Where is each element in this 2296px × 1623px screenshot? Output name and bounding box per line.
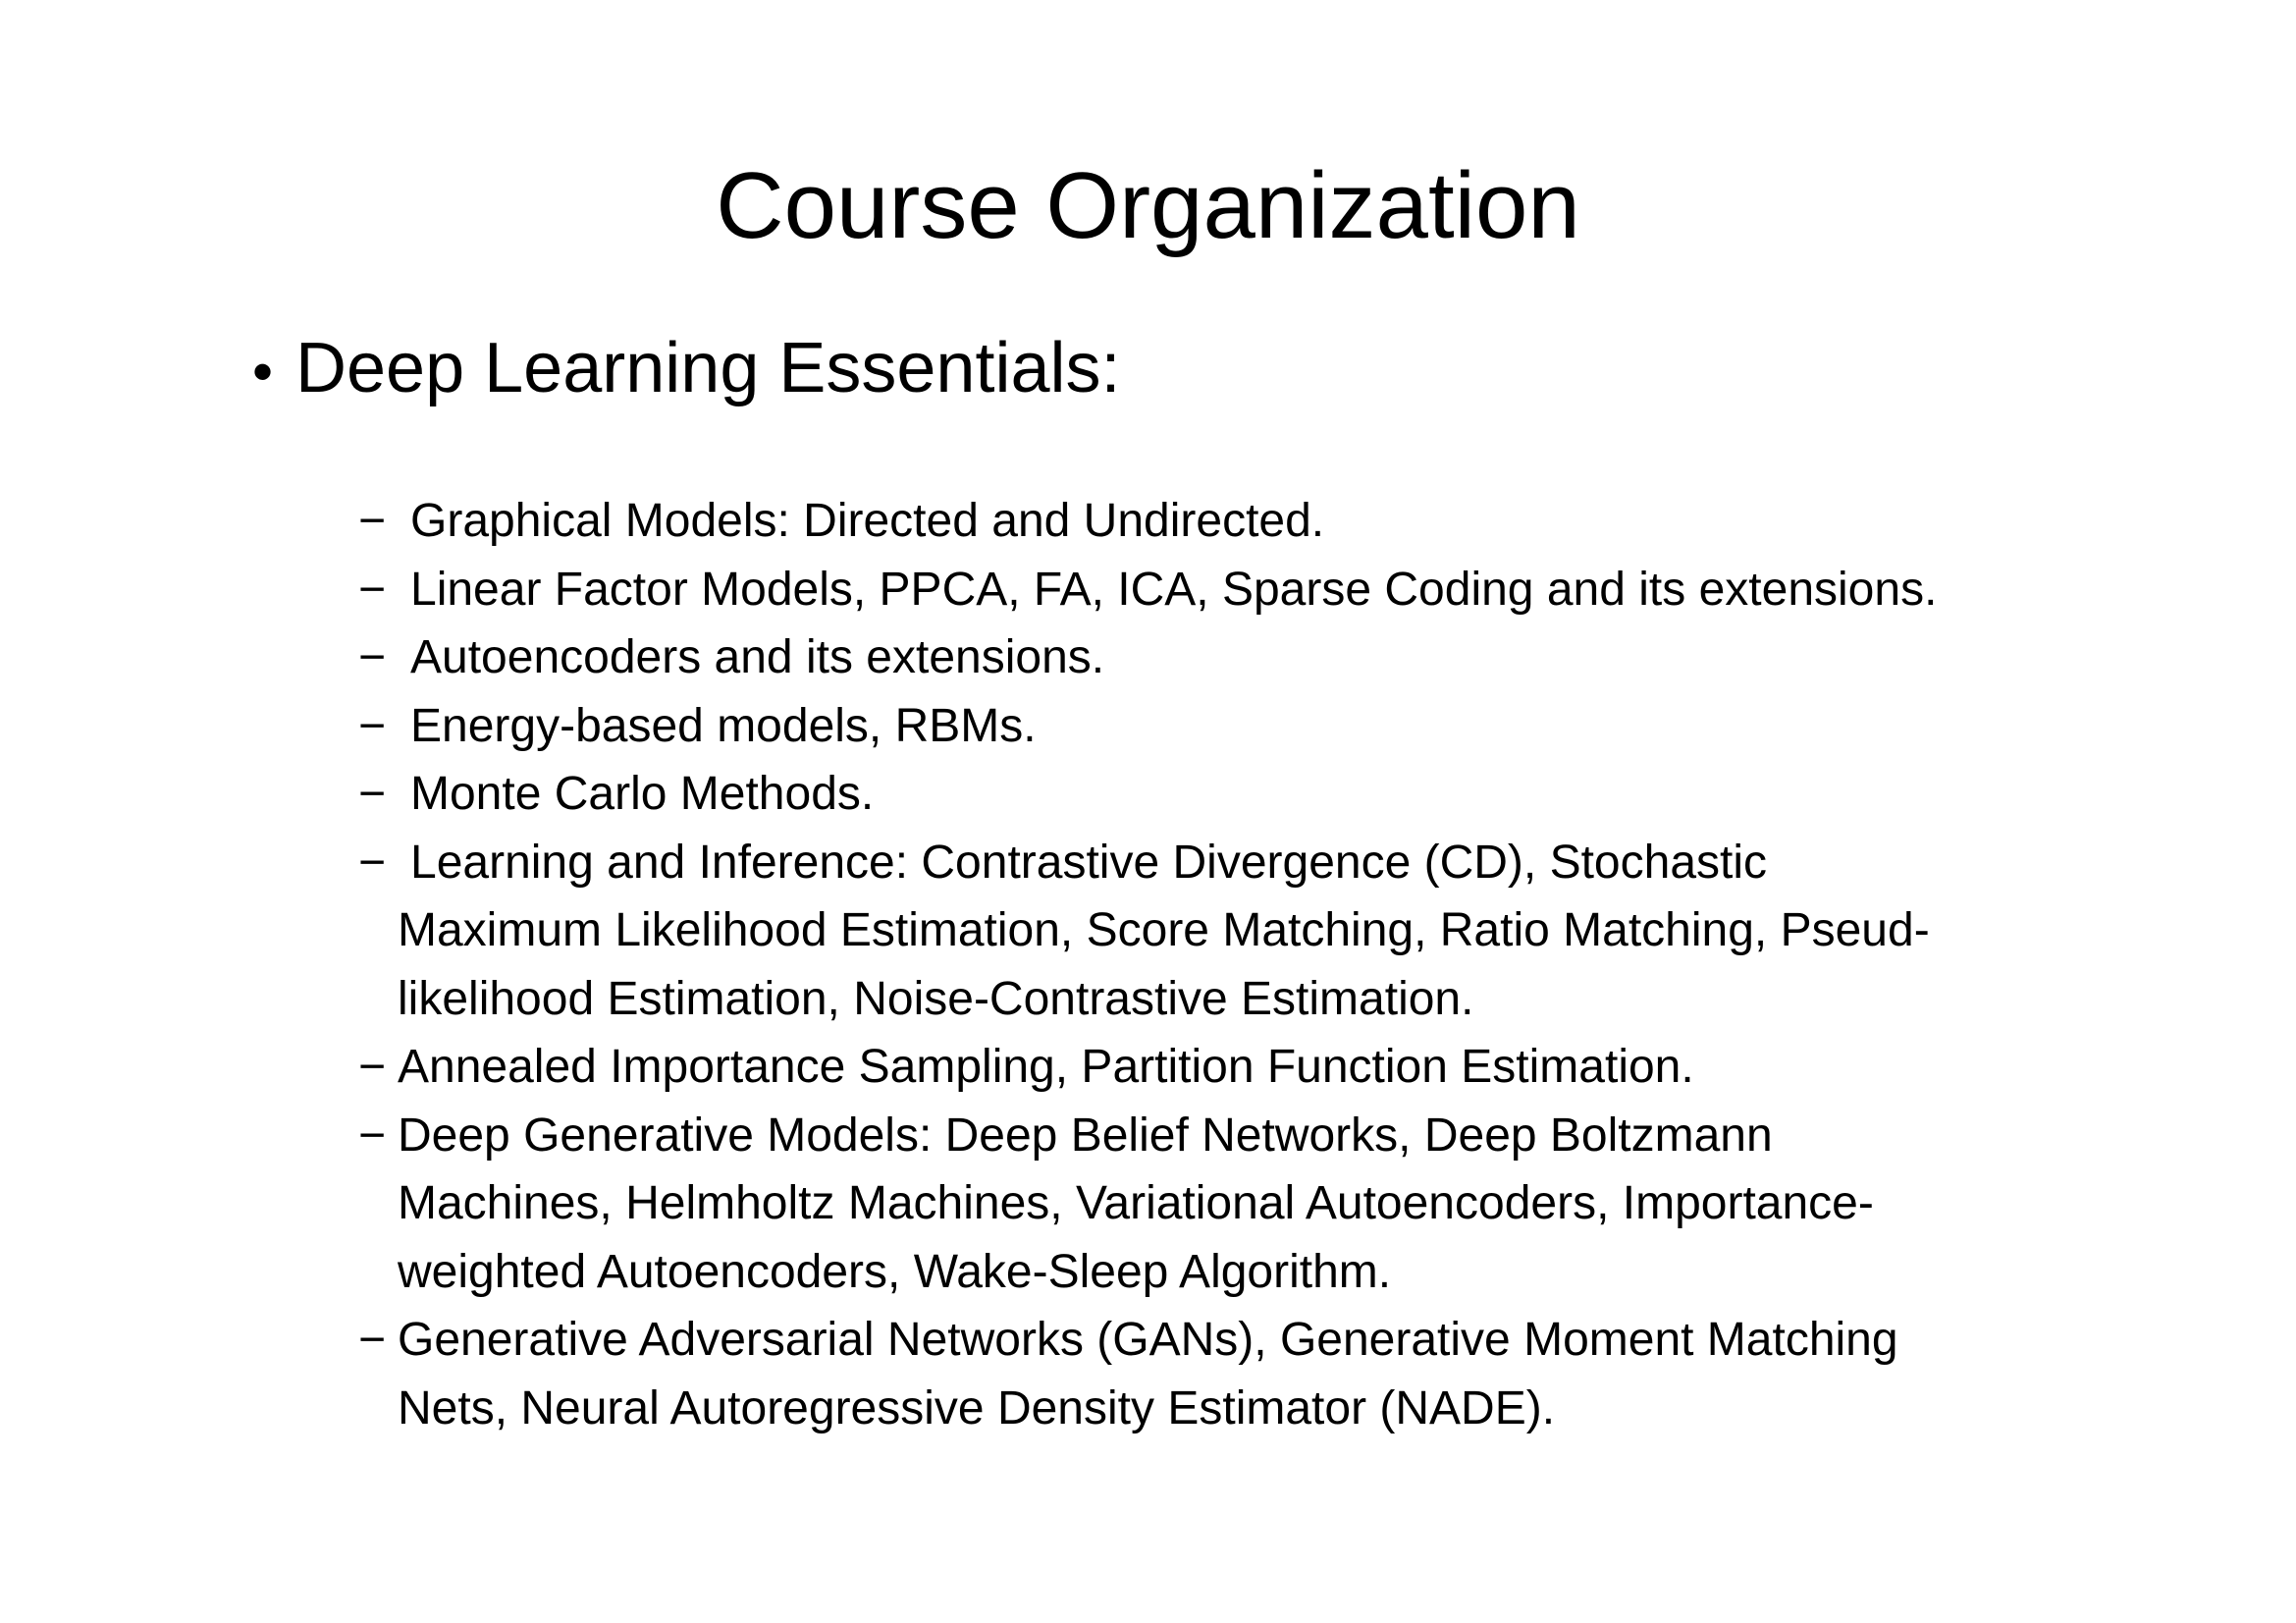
topic-text (398, 1041, 1694, 1093)
topic-text-line: Machines, Helmholtz Machines, Variational Autoencoders, Importance- (398, 1177, 1874, 1229)
topic-text (398, 556, 1937, 624)
dash-bullet-icon: − (358, 631, 387, 683)
topic-text (398, 829, 1930, 1034)
dash-bullet-icon: − (358, 1109, 387, 1162)
topic-list-item (358, 487, 2145, 556)
bullet-dot-icon: • (252, 339, 274, 405)
topic-list-item (358, 760, 2145, 829)
topic-text (398, 1314, 2145, 1442)
topic-list-item (358, 1033, 2145, 1102)
topic-text (398, 487, 1324, 556)
topic-text-line: Maximum Likelihood Estimation, Score Matching, Ratio Matching, Pseud- (398, 904, 1930, 956)
topic-text-line: Linear Factor Models, PPCA, FA, ICA, Sparse Coding and its extensions. (410, 563, 1938, 616)
topic-text-line: Nets, Neural Autoregressive Density Estimator (NADE). (398, 1381, 1556, 1434)
dash-bullet-icon: − (358, 1041, 387, 1093)
topic-list-item (358, 829, 2145, 1034)
topic-text-line: Monte Carlo Methods. (410, 768, 875, 820)
dash-bullet-icon: − (358, 1314, 387, 1366)
topic-text-line: Autoencoders and its extensions. (410, 631, 1105, 683)
bullet-label: Deep Learning Essentials: (295, 329, 1121, 407)
dash-bullet-icon: − (358, 563, 387, 616)
slide-title: Course Organization (716, 153, 1580, 258)
topic-list (358, 487, 2145, 1442)
topic-list-item (358, 1306, 2145, 1442)
topic-text-line: Generative Adversarial Networks (GANs), Generative Moment Matching (398, 1314, 1898, 1366)
topic-text (398, 760, 874, 829)
bullet-deep-learning-essentials (252, 324, 1121, 416)
topic-text-line: weighted Autoencoders, Wake-Sleep Algorithm. (398, 1245, 1392, 1298)
topic-text (398, 1109, 2145, 1307)
dash-bullet-icon: − (358, 699, 387, 752)
topic-text-line: Annealed Importance Sampling, Partition Function Estimation. (398, 1041, 1694, 1093)
topic-list-item (358, 1102, 2145, 1307)
topic-text-line: Energy-based models, RBMs. (410, 699, 1037, 752)
topic-list-item (358, 692, 2145, 761)
topic-text-line: likelihood Estimation, Noise-Contrastive Estimation. (398, 972, 1474, 1025)
dash-bullet-icon: − (358, 495, 387, 547)
dash-bullet-icon: − (358, 836, 387, 889)
topic-text-line: Deep Generative Models: Deep Belief Networks, Deep Boltzmann (398, 1109, 1773, 1162)
topic-list-item (358, 623, 2145, 692)
topic-text (398, 623, 1104, 692)
dash-bullet-icon: − (358, 768, 387, 820)
topic-list-item (358, 556, 2145, 624)
topic-text-line: Learning and Inference: Contrastive Divergence (CD), Stochastic (410, 836, 1768, 889)
topic-text (398, 692, 1037, 761)
topic-text-line: Graphical Models: Directed and Undirected. (410, 495, 1325, 547)
